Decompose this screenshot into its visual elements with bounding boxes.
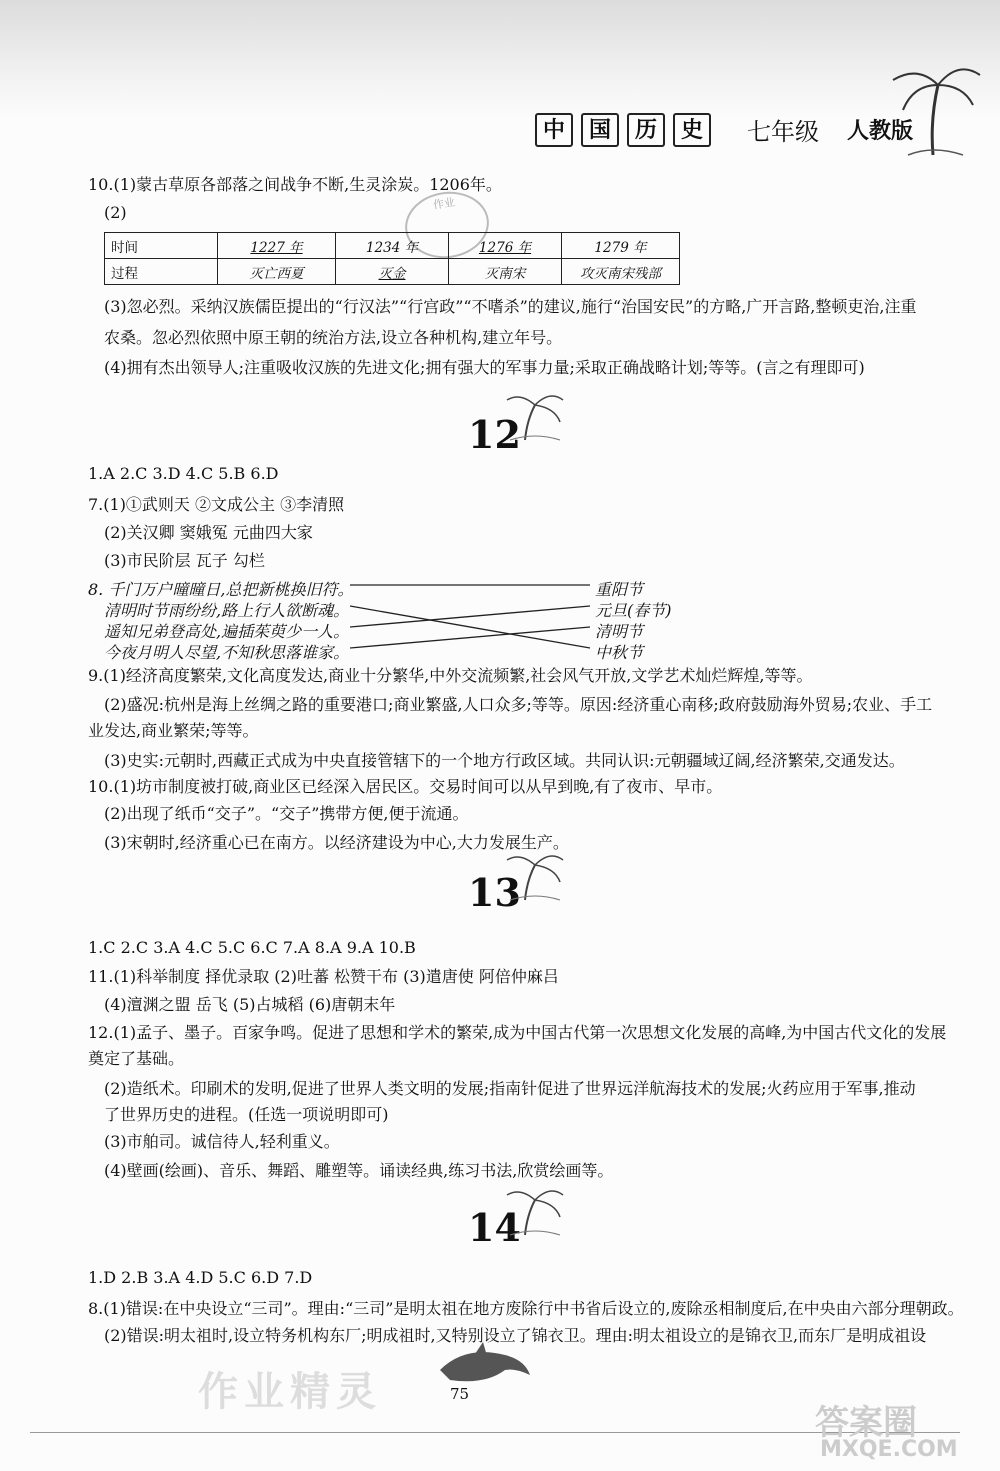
s13-line5: 奠定了基础。 xyxy=(88,1049,185,1068)
s13-line8: (3)市舶司。诚信待人,轻利重义。 xyxy=(104,1132,340,1151)
s14-line2: 8.(1)错误:在中央设立“三司”。理由:“三司”是明太祖在地方废除行中书省后设立的,废除丞相制度后,在中央由六部分理朝政。 xyxy=(88,1299,964,1318)
s13-line3: (4)澶渊之盟 岳飞 (5)占城稻 (6)唐朝末年 xyxy=(104,995,396,1014)
table-cell: 1276 年 xyxy=(449,233,562,259)
s12-q9-2a: (2)盛况:杭州是海上丝绸之路的重要港口;商业繁盛,人口众多;等等。原因:经济重心南移;政府鼓励海外贸易;农业、手工 xyxy=(104,695,933,714)
q8-right-1: 重阳节 xyxy=(595,580,644,599)
table-cell: 灭金 xyxy=(336,259,449,285)
s12-q9-2b: 业发达,商业繁荣;等等。 xyxy=(88,721,259,740)
q10-3a: (3)忽必烈。采纳汉族儒臣提出的“行汉法”“行宫政”“不嗜杀”的建议,施行“治国安民”的方略,广开言路,整顿吏治,注重 xyxy=(104,297,917,316)
table-row xyxy=(105,233,680,259)
s12-line3: (2)关汉卿 窦娥冤 元曲四大家 xyxy=(104,523,313,542)
table-cell: 灭南宋 xyxy=(449,259,562,285)
s13-line4: 12.(1)孟子、墨子。百家争鸣。促进了思想和学术的繁荣,成为中国古代第一次思想文化发展的高峰,为中国古代文化的发展 xyxy=(88,1023,947,1042)
footer-watermark: 作业精灵 xyxy=(198,1368,382,1415)
s14-line1: 1.D 2.B 3.A 4.D 5.C 6.D 7.D xyxy=(88,1268,313,1287)
q8-right-2: 元旦(春节) xyxy=(595,601,672,620)
section-number: 13 xyxy=(468,870,521,915)
matching-lines xyxy=(350,575,595,660)
subject-char: 中 xyxy=(535,113,573,147)
palm-icon xyxy=(505,1185,565,1240)
table-cell: 1227 年 xyxy=(218,233,336,259)
q10-2-label: (2) xyxy=(104,203,127,222)
q8-left-2: 清明时节雨纷纷,路上行人欲断魂。 xyxy=(104,601,350,620)
palm-icon xyxy=(505,390,565,445)
s13-line9: (4)壁画(绘画)、音乐、舞蹈、雕塑等。诵读经典,练习书法,欣赏绘画等。 xyxy=(104,1161,614,1180)
s12-q10-1: 10.(1)坊市制度被打破,商业区已经深入居民区。交易时间可以从早到晚,有了夜市、早市。 xyxy=(88,777,723,796)
q8-left-3: 遥知兄弟登高处,遍插茱萸少一人。 xyxy=(104,622,350,641)
table-cell: 过程 xyxy=(105,259,218,285)
table-cell: 时间 xyxy=(105,233,218,259)
s12-line1: 1.A 2.C 3.D 4.C 5.B 6.D xyxy=(88,464,279,483)
corner-watermark: 答案圈 xyxy=(815,1403,917,1443)
s12-q9-1: 9.(1)经济高度繁荣,文化高度发达,商业十分繁华,中外交流频繁,社会风气开放,文学艺术灿烂辉煌,等等。 xyxy=(88,666,813,685)
section-number: 14 xyxy=(468,1205,521,1250)
s12-q9-3: (3)史实:元朝时,西藏正式成为中央直接管辖下的一个地方行政区域。共同认识:元朝疆域辽阔,经济繁荣,交通发达。 xyxy=(104,751,905,770)
table-cell: 灭亡西夏 xyxy=(218,259,336,285)
q10-4: (4)拥有杰出领导人;注重吸收汉族的先进文化;拥有强大的军事力量;采取正确战略计划;等等。(言之有理即可) xyxy=(104,358,865,377)
grade-label: 七年级 xyxy=(747,118,819,146)
q8-left-4: 今夜月明人尽望,不知秋思落谁家。 xyxy=(104,643,350,662)
table-cell: 1234 年 xyxy=(336,233,449,259)
q10-1: 10.(1)蒙古草原各部落之间战争不断,生灵涂炭。1206年。 xyxy=(88,175,502,194)
palm-icon xyxy=(505,850,565,905)
subject-char: 历 xyxy=(627,113,665,147)
s13-line7: 了世界历史的进程。(任选一项说明即可) xyxy=(104,1105,389,1124)
section-number: 12 xyxy=(468,412,521,457)
page-header xyxy=(535,112,913,147)
s13-line1: 1.C 2.C 3.A 4.C 5.C 6.C 7.A 8.A 9.A 10.B xyxy=(88,938,416,957)
q10-3b: 农桑。忽必烈依照中原王朝的统治方法,设立各种机构,建立年号。 xyxy=(104,328,563,347)
corner-url-watermark: MXQE.COM xyxy=(820,1437,958,1462)
subject-char: 史 xyxy=(673,113,711,147)
edition-label: 人教版 xyxy=(847,118,914,144)
page-number: 75 xyxy=(450,1385,470,1403)
s13-line2: 11.(1)科举制度 择优录取 (2)吐蕃 松赞干布 (3)遣唐使 阿倍仲麻吕 xyxy=(88,967,559,986)
answer-table xyxy=(104,232,680,285)
table-row xyxy=(105,259,680,285)
s12-line2: 7.(1)①武则天 ②文成公主 ③李清照 xyxy=(88,495,345,514)
stamp-text: 作业 xyxy=(432,195,456,212)
q8-right-3: 清明节 xyxy=(595,622,644,641)
s14-line3: (2)错误:明太祖时,设立特务机构东厂;明成祖时,又特别设立了锦衣卫。理由:明太祖设立的是锦衣卫,而东厂是明成祖设 xyxy=(104,1326,927,1345)
q8-right-4: 中秋节 xyxy=(595,643,644,662)
s12-line4: (3)市民阶层 瓦子 勾栏 xyxy=(104,551,265,570)
table-cell: 1279 年 xyxy=(562,233,680,259)
s13-line6: (2)造纸术。印刷术的发明,促进了世界人类文明的发展;指南针促进了世界远洋航海技术的发展;火药应用于军事,推动 xyxy=(104,1079,916,1098)
s12-q10-3: (3)宋朝时,经济重心已在南方。以经济建设为中心,大力发展生产。 xyxy=(104,833,569,852)
table-cell: 攻灭南宋残部 xyxy=(562,259,680,285)
s12-q10-2: (2)出现了纸币“交子”。“交子”携带方便,便于流通。 xyxy=(104,804,469,823)
header-shade xyxy=(0,0,1000,120)
subject-char: 国 xyxy=(581,113,619,147)
palm-tree-icon xyxy=(888,60,983,160)
q8-left-1: 8. 千门万户曈曈日,总把新桃换旧符。 xyxy=(88,580,354,599)
